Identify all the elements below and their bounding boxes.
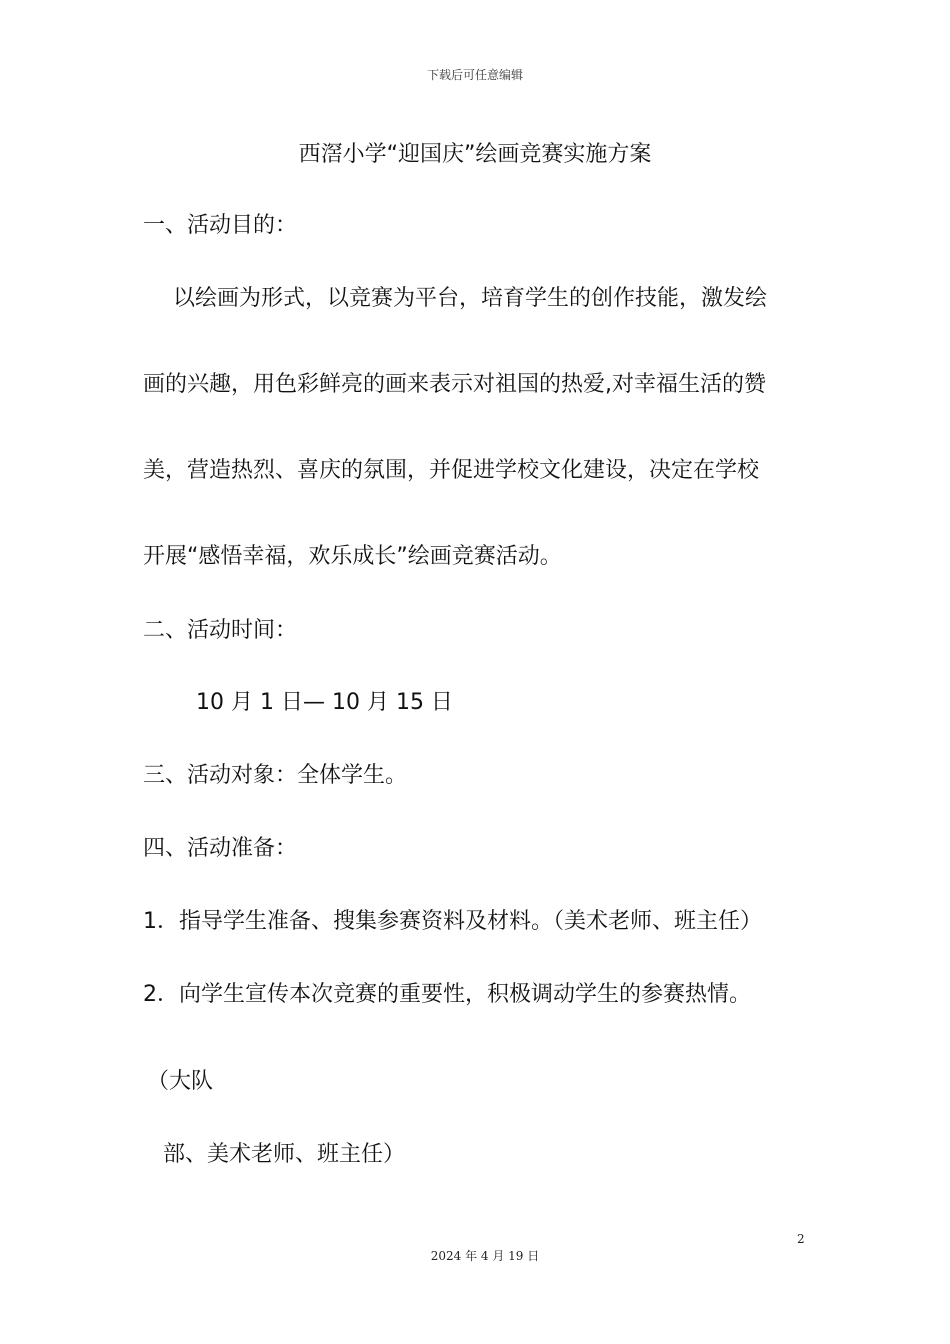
document-title: 西滘小学“迎国庆”绘画竞赛实施方案: [298, 142, 652, 167]
activity-dates: 10 月 1 日— 10 月 15 日: [196, 690, 453, 715]
section-heading-preparation: 四、活动准备：: [143, 836, 298, 861]
paragraph-line: 画的兴趣，用色彩鲜亮的画来表示对祖国的热爱,对幸福生活的赞: [143, 372, 766, 397]
paragraph-line: 开展“感悟幸福，欢乐成长”绘画竞赛活动。: [143, 544, 562, 569]
paragraph-line: 美，营造热烈、喜庆的氛围，并促进学校文化建设，决定在学校: [143, 458, 760, 483]
list-item-continuation: 部、美术老师、班主任）: [163, 1142, 406, 1167]
section-heading-time: 二、活动时间：: [143, 618, 298, 643]
section-heading-purpose: 一、活动目的：: [143, 213, 298, 238]
section-heading-target: 三、活动对象：全体学生。: [143, 763, 408, 788]
list-item: 1．指导学生准备、搜集参赛资料及材料。（美术老师、班主任）: [143, 909, 762, 934]
page-number: 2: [797, 1232, 805, 1246]
list-item: 2．向学生宣传本次竞赛的重要性，积极调动学生的参赛热情。: [143, 982, 751, 1007]
paragraph-line: 以绘画为形式，以竞赛为平台，培育学生的创作技能，激发绘: [173, 286, 768, 311]
list-item-continuation: （大队: [147, 1069, 214, 1094]
page-header-text: 下载后可任意编辑: [426, 68, 523, 82]
footer-date: 2024 年 4 月 19 日: [430, 1249, 540, 1263]
